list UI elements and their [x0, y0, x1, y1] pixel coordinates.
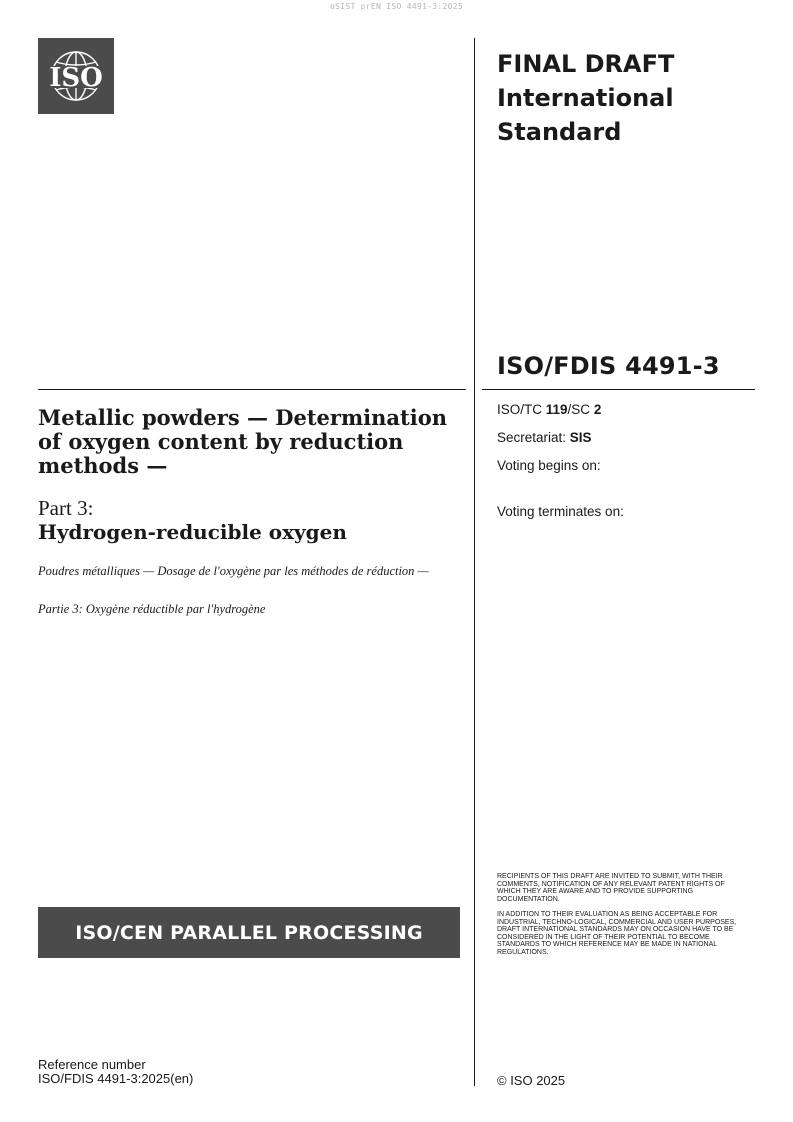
sc-number: 2 [593, 402, 602, 417]
secretariat-label: Secretariat: [497, 430, 570, 445]
document-stage-heading [497, 47, 757, 149]
parallel-processing-banner: ISO/CEN PARALLEL PROCESSING [38, 907, 460, 958]
evaluation-notice: IN ADDITION TO THEIR EVALUATION AS BEING ACCEPTABLE FOR INDUSTRIAL, TECHNO-LOGICAL, COMMERCIAL AND USER PURPOSES, DRAFT INTERNATIONAL STANDARDS MAY ON OCCASION HAVE TO BE CONSIDERED IN THE LIGHT OF THEIR POTENTIAL TO BECOME STANDARDS TO WHICH REFERENCE MAY BE MADE IN NATIONAL REGULATIONS. [497, 911, 737, 956]
reference-number: ISO/FDIS 4491-3:2025(en) [38, 1071, 194, 1086]
standard-number: ISO/FDIS 4491-3 [497, 352, 720, 380]
sc-prefix: /SC [567, 402, 594, 417]
iso-logo-text: ISO [49, 63, 103, 93]
committee-line [497, 402, 601, 417]
main-title: Metallic powders — Determination of oxygen content by reduction methods — [38, 405, 447, 478]
french-part-title: Partie 3: Oxygène réductible par l'hydrogène [38, 602, 266, 616]
tc-number: 119 [545, 402, 568, 417]
secretariat-value: SIS [569, 430, 592, 445]
iso-globe-logo-icon [38, 38, 114, 114]
patent-notice: RECIPIENTS OF THIS DRAFT ARE INVITED TO SUBMIT, WITH THEIR COMMENTS, NOTIFICATION OF ANY RELEVANT PATENT RIGHTS OF WHICH THEY ARE AWARE AND TO PROVIDE SUPPORTING DOCUMENTATION. [497, 873, 725, 903]
secretariat-line [497, 430, 592, 445]
title-rule-left [38, 389, 466, 390]
tc-prefix: ISO/TC [497, 402, 546, 417]
copyright: © ISO 2025 [497, 1073, 566, 1088]
doc-type-line-1: International [497, 84, 674, 112]
voting-terminates: Voting terminates on: [497, 504, 624, 519]
watermark: oSIST prEN ISO 4491-3:2025 [329, 2, 464, 11]
voting-begins: Voting begins on: [497, 458, 601, 473]
title-rule-right [482, 389, 755, 390]
doc-type-line-2: Standard [497, 118, 622, 146]
part-label: Part 3: [38, 496, 94, 520]
part-title: Hydrogen-reducible oxygen [38, 520, 347, 544]
column-divider [474, 38, 475, 1086]
iso-logo [38, 38, 114, 114]
stage-label: FINAL DRAFT [497, 50, 675, 78]
french-main-title: Poudres métalliques — Dosage de l'oxygène par les méthodes de réduction — [38, 564, 429, 578]
reference-label: Reference number [38, 1057, 146, 1072]
